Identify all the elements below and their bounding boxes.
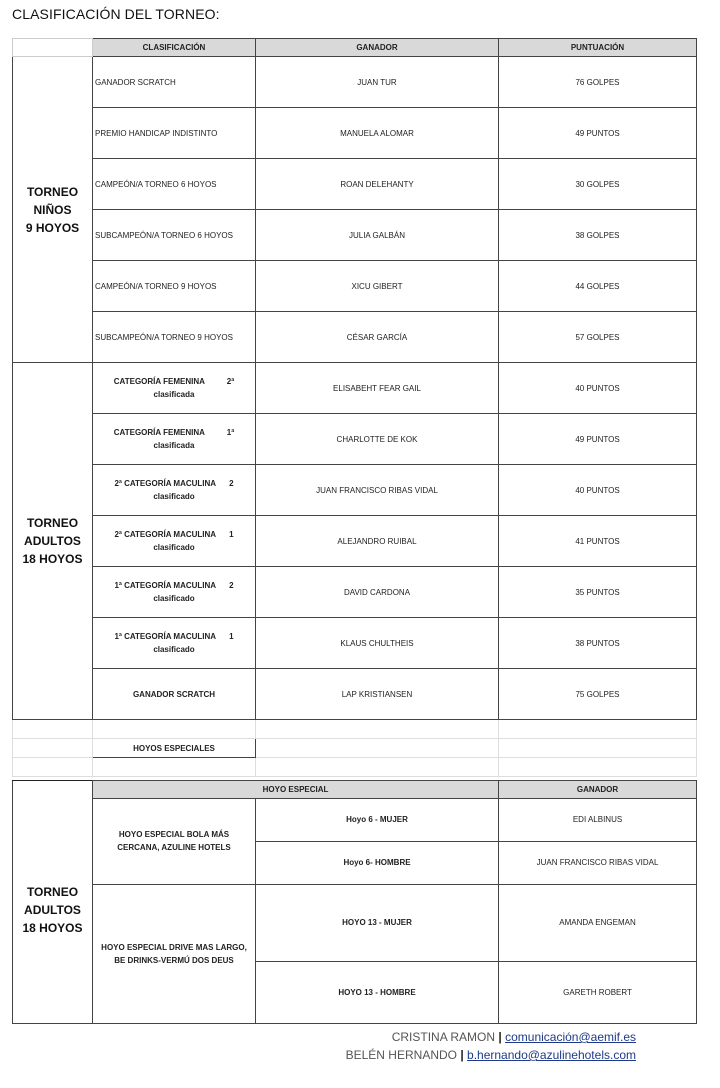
score-cell: 40 PUNTOS [499,363,697,414]
header-clasificacion: CLASIFICACIÓN [93,39,256,57]
contact-name: BELÉN HERNANDO [345,1048,457,1062]
spacer-row [13,720,697,739]
hole-cell: HOYO 13 - MUJER [256,884,499,961]
table-row [13,465,697,516]
header-empty [13,781,93,799]
hole-cell: Hoyo 6 - MUJER [256,798,499,841]
winner-cell: CHARLOTTE DE KOK [256,414,499,465]
score-cell: 76 GOLPES [499,57,697,108]
category-cell: 2ª CATEGORÍA MACULINA 2 clasificado [93,465,256,516]
table-row [13,798,697,841]
email-link[interactable]: b.hernando@azulinehotels.com [467,1048,636,1062]
table-row [13,57,697,108]
winner-cell: CÉSAR GARCÍA [256,312,499,363]
category-cell: GANADOR SCRATCH [93,669,256,720]
winner-cell: ROAN DELEHANTY [256,159,499,210]
spacer-row [13,739,697,758]
winner-cell: JUAN FRANCISCO RIBAS VIDAL [256,465,499,516]
winner-cell: ELISABEHT FEAR GAIL [256,363,499,414]
header-hoyo-especial: HOYO ESPECIAL [93,781,499,799]
email-link[interactable]: comunicación@aemif.es [505,1030,636,1044]
classification-table [12,38,697,777]
table-row [13,363,697,414]
table-header-row [13,39,697,57]
contact-name: CRISTINA RAMON [391,1030,496,1044]
category-cell: CATEGORÍA FEMENINA 1ª clasificada [93,414,256,465]
score-cell: 40 PUNTOS [499,465,697,516]
header-ganador-especial: GANADOR [499,781,697,799]
score-cell: 35 PUNTOS [499,567,697,618]
section-label-adultos: TORNEO ADULTOS 18 HOYOS [13,363,93,720]
table-row [13,516,697,567]
winner-cell: JULIA GALBÁN [256,210,499,261]
special-group-cell: HOYO ESPECIAL DRIVE MAS LARGO, BE DRINKS-VERMÚ DOS DEUS [93,884,256,1023]
table-row [13,884,697,961]
section-label-especiales: TORNEO ADULTOS 18 HOYOS [13,798,93,1023]
winner-cell: ALEJANDRO RUIBAL [256,516,499,567]
table-row [13,159,697,210]
category-cell: SUBCAMPEÓN/A TORNEO 6 HOYOS [93,210,256,261]
category-cell: 2ª CATEGORÍA MACULINA 1 clasificado [93,516,256,567]
category-cell: 1ª CATEGORÍA MACULINA 2 clasificado [93,567,256,618]
contact-line-2 [346,1048,636,1062]
winner-cell: AMANDA ENGEMAN [499,884,697,961]
score-cell: 75 GOLPES [499,669,697,720]
page-title: CLASIFICACIÓN DEL TORNEO: [12,6,220,22]
table-row [13,414,697,465]
category-cell: 1ª CATEGORÍA MACULINA 1 clasificado [93,618,256,669]
table-row [13,312,697,363]
winner-cell: DAVID CARDONA [256,567,499,618]
hole-cell: HOYO 13 - HOMBRE [256,961,499,1023]
winner-cell: EDI ALBINUS [499,798,697,841]
winner-cell: JUAN FRANCISCO RIBAS VIDAL [499,841,697,884]
header-ganador: GANADOR [256,39,499,57]
header-puntuacion: PUNTUACIÓN [499,39,697,57]
category-cell: CAMPEÓN/A TORNEO 9 HOYOS [93,261,256,312]
score-cell: 38 PUNTOS [499,618,697,669]
spacer-row [13,758,697,777]
separator: | [460,1048,464,1062]
winner-cell: GARETH ROBERT [499,961,697,1023]
winner-cell: MANUELA ALOMAR [256,108,499,159]
winner-cell: XICU GIBERT [256,261,499,312]
header-empty [13,39,93,57]
table-row [13,669,697,720]
table-row [13,618,697,669]
score-cell: 38 GOLPES [499,210,697,261]
score-cell: 57 GOLPES [499,312,697,363]
table-row [13,567,697,618]
special-header-row [13,781,697,799]
score-cell: 44 GOLPES [499,261,697,312]
hoyos-especiales-label: HOYOS ESPECIALES [93,739,256,758]
category-cell: CAMPEÓN/A TORNEO 6 HOYOS [93,159,256,210]
score-cell: 30 GOLPES [499,159,697,210]
score-cell: 41 PUNTOS [499,516,697,567]
contact-line-1 [392,1030,636,1044]
winner-cell: JUAN TUR [256,57,499,108]
special-holes-table [12,780,697,1024]
special-group-cell: HOYO ESPECIAL BOLA MÁS CERCANA, AZULINE HOTELS [93,798,256,884]
section-label-ninos: TORNEO NIÑOS 9 HOYOS [13,57,93,363]
hole-cell: Hoyo 6- HOMBRE [256,841,499,884]
winner-cell: LAP KRISTIANSEN [256,669,499,720]
category-cell: SUBCAMPEÓN/A TORNEO 9 HOYOS [93,312,256,363]
separator: | [498,1030,502,1044]
table-row [13,210,697,261]
table-row [13,261,697,312]
table-row [13,108,697,159]
category-cell: CATEGORÍA FEMENINA 2ª clasificada [93,363,256,414]
score-cell: 49 PUNTOS [499,108,697,159]
category-cell: GANADOR SCRATCH [93,57,256,108]
score-cell: 49 PUNTOS [499,414,697,465]
category-cell: PREMIO HANDICAP INDISTINTO [93,108,256,159]
winner-cell: KLAUS CHULTHEIS [256,618,499,669]
